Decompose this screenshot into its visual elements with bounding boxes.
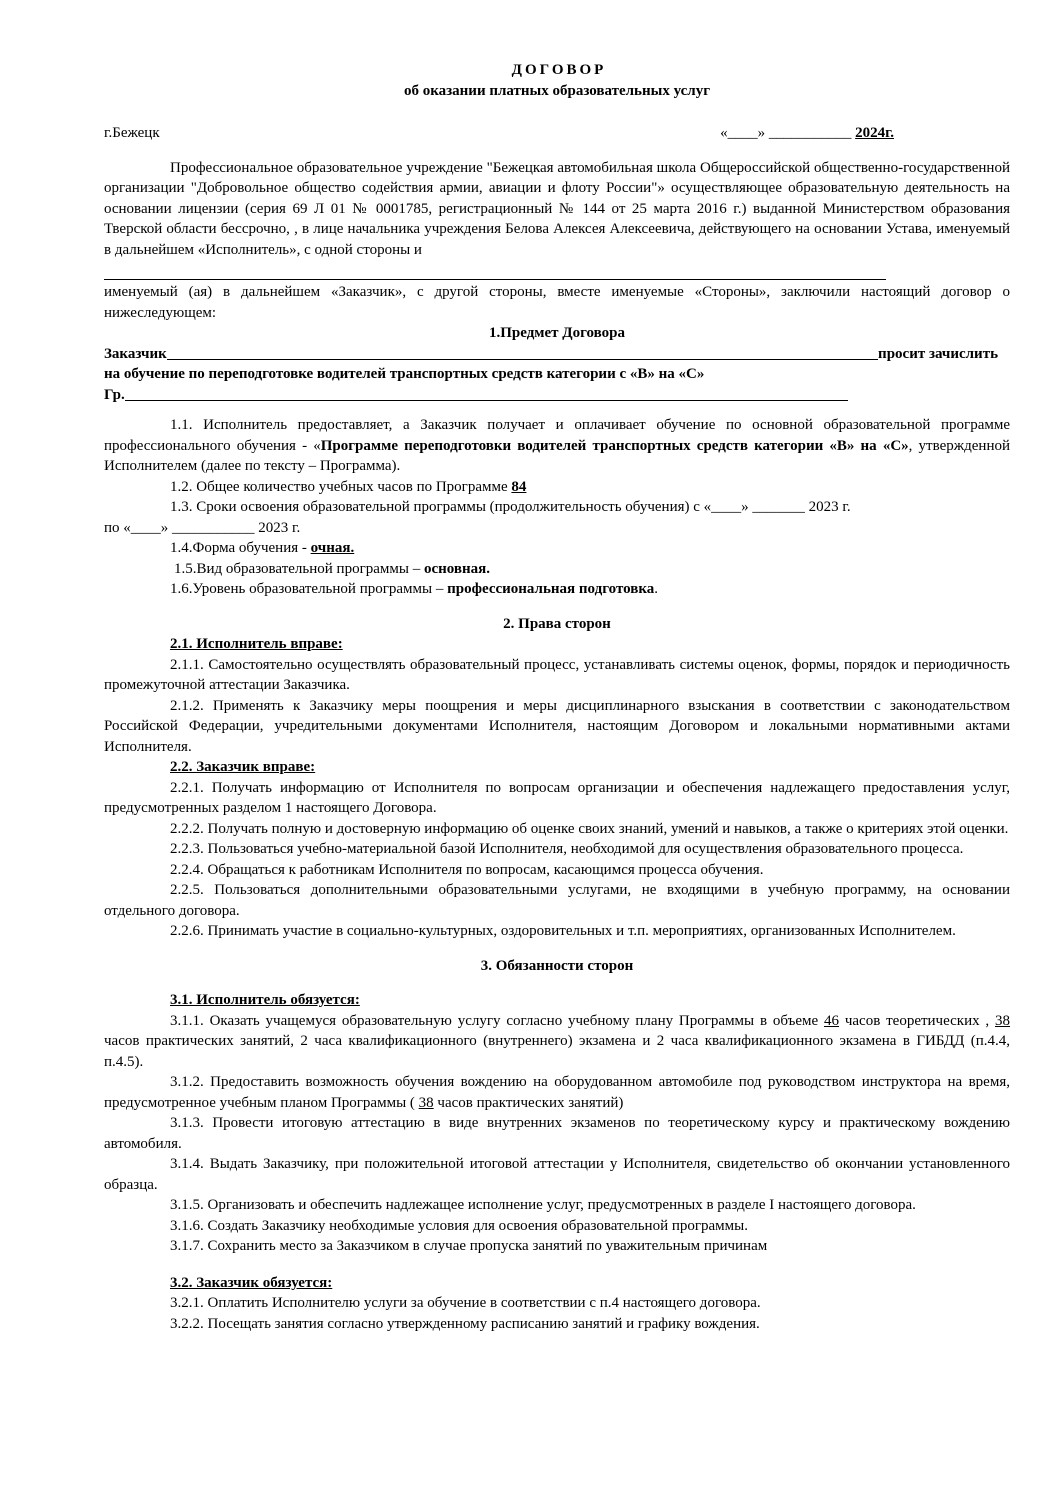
clause-3-1-1-end: часов практических занятий, 2 часа квалификационного (внутреннего) экзамена и 2 часа квалификационного экзамена в ГИБДД (п.4.4, п.4.5). [104,1033,1010,1070]
clause-1-1-end: , утвержденной Исполнителем (далее по тексту – Программа). [104,437,1010,474]
clause-2-2-6: 2.2.6. Принимать участие в социально-культурных, оздоровительных и т.п. мероприятиях, организованных Исполнителем. [170,923,956,939]
clause-3-1-2-end: часов практических занятий) [433,1094,624,1111]
practice-hours: 38 [995,1012,1011,1029]
clause-1-6 [104,579,1010,600]
customer-name-line [104,260,886,280]
customer-blank [167,344,878,361]
clause-1-1 [104,415,1010,477]
clause-3-2-1: 3.2.1. Оплатить Исполнителю услуги за обучение в соответствии с п.4 настоящего договора. [170,1295,761,1311]
training-line: на обучение по переподготовке водителей транспортных средств категории с «В» на «С» [104,366,705,382]
contract-date [720,123,894,144]
clause-1-3: 1.3. Сроки освоения образовательной программы (продолжительность обучения) с «____» _______ 2023 г. [170,499,851,515]
clause-1-5 [104,559,1010,580]
city: г.Бежецк [104,125,160,141]
date-blank: «____» ___________ [720,125,852,141]
clause-3-1-2-text: 3.1.2. Предоставить возможность обучения вождению на оборудованном автомобиле под руководством инструктора на время, предусмотренное учебным планом Программы ( [104,1074,1010,1111]
clause-1-2 [104,477,1010,498]
theory-hours: 46 [824,1012,840,1029]
subsection-2-2: 2.2. Заказчик вправе: [170,759,316,775]
citizen-line [104,385,848,406]
subsection-3-2: 3.2. Заказчик обязуется: [170,1274,333,1291]
section-1-title: 1.Предмет Договора [488,325,626,341]
citizen-blank [125,385,848,402]
clause-3-1-2 [104,1072,1010,1113]
clause-3-1-3: 3.1.3. Провести итоговую аттестацию в виде внутренних экзаменов по теоретическому курсу и практическому вождению автомобиля. [104,1115,1010,1152]
driving-hours: 38 [418,1094,434,1111]
clause-1-5-text: 1.5.Вид образовательной программы – [174,560,424,577]
section-3-title: 3. Обязанности сторон [480,957,634,974]
clause-1-4 [104,538,1010,559]
clause-2-2-2: 2.2.2. Получать полную и достоверную информацию об оценке своих знаний, умений и навыков, а также о критериях этой оценки. [170,820,1009,837]
program-type: основная. [423,560,490,577]
clause-3-2-2: 3.2.2. Посещать занятия согласно утвержденному расписанию занятий и графику вождения. [170,1315,760,1332]
clause-3-1-7: 3.1.7. Сохранить место за Заказчиком в случае пропуска занятий по уважительным причинам [170,1238,768,1254]
program-level: профессиональная подготовка [447,581,655,597]
clause-3-1-5: 3.1.5. Организовать и обеспечить надлежащее исполнение услуг, предусмотренных в разделе I настоящего договора. [170,1197,916,1213]
document-subtitle: об оказании платных образовательных услуг [403,82,711,99]
clause-3-1-4: 3.1.4. Выдать Заказчику, при положительной итоговой аттестации у Исполнителя, свидетельство об окончании установленного образца. [104,1156,1010,1193]
clause-2-2-4: 2.2.4. Обращаться к работникам Исполнителя по вопросам, касающимся процесса обучения. [170,861,764,878]
date-year: 2024г. [855,125,894,141]
city-date-line [104,123,894,144]
clause-2-1-2: 2.1.2. Применять к Заказчику меры поощрения и меры дисциплинарного взыскания в соответствии с законодательством Российской Федерации, учредительными документами Исполнителя, настоящим Договором и локальными нормативными актами Исполнителя. [104,697,1010,755]
clause-3-1-1-text: 3.1.1. Оказать учащемуся образовательную услугу согласно учебному плану Программы в объеме [170,1012,825,1029]
clause-2-2-5: 2.2.5. Пользоваться дополнительными образовательными услугами, не входящими в учебную программу, на основании отдельного договора. [104,882,1010,919]
clause-3-1-1 [104,1011,1010,1073]
subsection-3-1: 3.1. Исполнитель обязуется: [170,992,360,1008]
clause-2-2-3: 2.2.3. Пользоваться учебно-материальной базой Исполнителя, необходимой для осуществления образовательного процесса. [170,841,964,857]
clause-2-2-1: 2.2.1. Получать информацию от Исполнителя по вопросам организации и обеспечения надлежащего предоставления услуг, предусмотренных разделом 1 настоящего Договора. [104,779,1010,816]
contract-document [104,60,1010,1334]
total-hours: 84 [511,478,527,495]
clause-1-3-cont: по «____» ___________ 2023 г. [104,519,301,536]
clause-3-1-1-mid: часов теоретических , [839,1012,996,1029]
section-2-title: 2. Права сторон [503,615,611,632]
intro-paragraph-2: именуемый (ая) в дальнейшем «Заказчик», с другой стороны, вместе именуемые «Стороны», заключили настоящий договор о нижеследующем: [104,284,1010,321]
program-name: Программе переподготовки водителей транспортных средств категории «В» на «С» [320,437,909,454]
citizen-label: Гр. [104,386,125,403]
customer-label: Заказчик [104,345,167,362]
intro-paragraph: Профессиональное образовательное учреждение "Бежецкая автомобильная школа Общероссийской общественно-государственной организации "Добровольное общество содействия армии, авиации и флоту России"» осуществляющее образовательную деятельность на основании лицензии (серия 69 Л 01 № 0001785, регистрационный № 144 от 25 марта 2016 г.) выданной Министерством образования Тверской области бессрочно, , в лице начальника учреждения Белова Алексея Алексеевича, действующего на основании Устава, именуемый в дальнейшем «Исполнитель», с одной стороны и [104,159,1010,258]
customer-line [104,344,998,365]
clause-2-1-1: 2.1.1. Самостоятельно осуществлять образовательный процесс, устанавливать системы оценок, формы, порядок и периодичность промежуточной аттестации Заказчика. [104,656,1010,693]
document-title: ДОГОВОР [511,62,607,78]
clause-1-4-text: 1.4.Форма обучения - [170,540,311,556]
clause-1-6-text: 1.6.Уровень образовательной программы – [170,581,448,597]
clause-1-6-end: . [654,581,659,597]
customer-suffix: просит зачислить [878,345,998,362]
clause-3-1-6: 3.1.6. Создать Заказчику необходимые условия для освоения образовательной программы. [170,1217,748,1234]
clause-1-2-text: 1.2. Общее количество учебных часов по Программе [170,478,512,495]
subsection-2-1: 2.1. Исполнитель вправе: [170,636,343,652]
clause-1-1-text: 1.1. Исполнитель предоставляет, а Заказчик получает и оплачивает обучение по основной образовательной программе профессионального обучения - « [104,417,1010,454]
study-form: очная. [310,540,355,556]
